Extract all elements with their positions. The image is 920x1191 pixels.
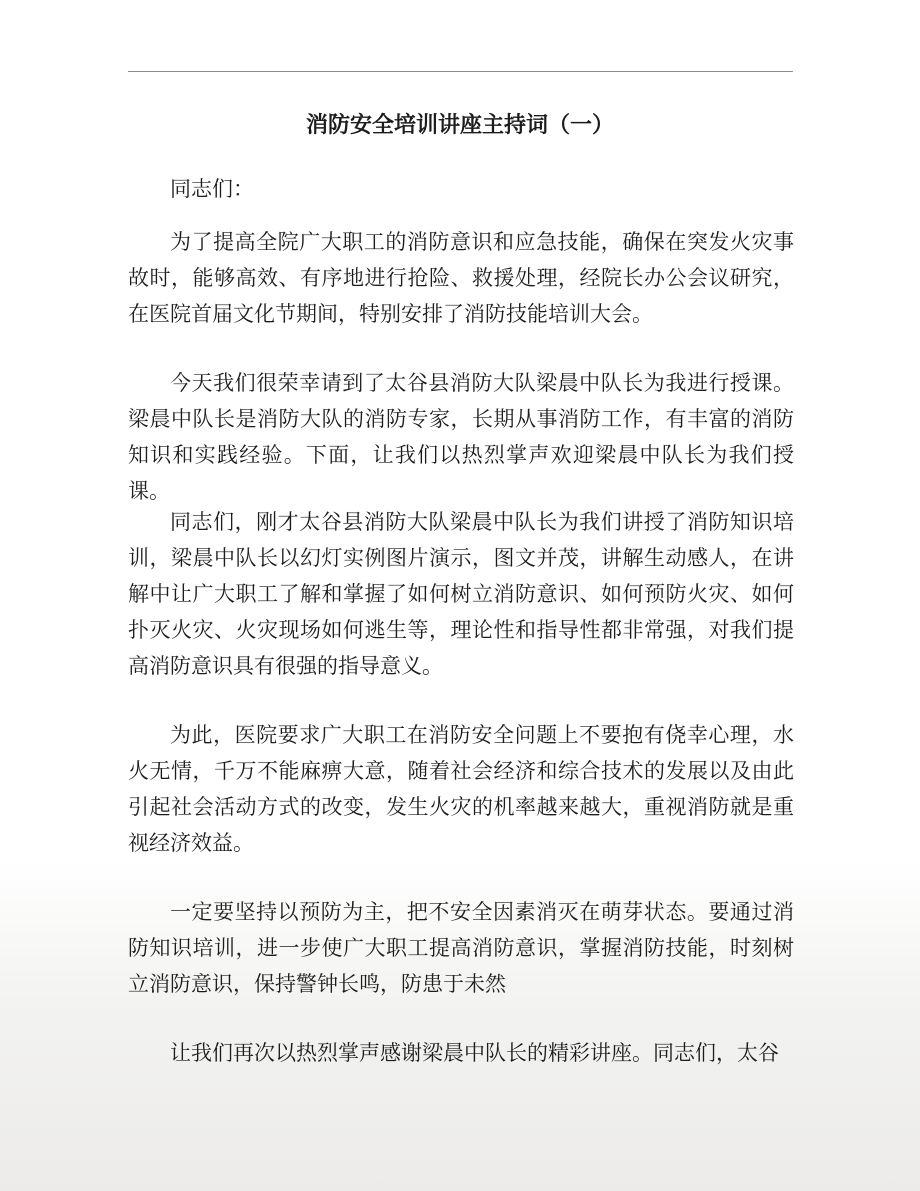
document-title: 消防安全培训讲座主持词（一） (305, 113, 614, 138)
body-paragraph: 为此，医院要求广大职工在消防安全问题上不要抱有侥幸心理，水火无情，千万不能麻痹大意，随着社会经济和综合技术的发展以及由此引起社会活动方式的改变，发生火灾的机率越来越大，重视消防就是重视经济效益。 (128, 723, 794, 855)
header-rule (128, 71, 793, 72)
body-paragraph: 今天我们很荣幸请到了太谷县消防大队梁晨中队长为我进行授课。梁晨中队长是消防大队的消防专家，长期从事消防工作，有丰富的消防知识和实践经验。下面，让我们以热烈掌声欢迎梁晨中队长为我们授课。 (128, 371, 794, 503)
body-paragraph: 一定要坚持以预防为主，把不安全因素消灭在萌芽状态。要通过消防知识培训，进一步使广大职工提高消防意识，掌握消防技能，时刻树立消防意识，保持警钟长鸣，防患于未然 (128, 900, 794, 996)
body-paragraph: 为了提高全院广大职工的消防意识和应急技能，确保在突发火灾事故时，能够高效、有序地进行抢险、救援处理，经院长办公会议研究，在医院首届文化节期间，特别安排了消防技能培训大会。 (128, 230, 794, 326)
salutation-paragraph: 同志们： (170, 177, 254, 201)
body-paragraph: 让我们再次以热烈掌声感谢梁晨中队长的精彩讲座。同志们，太谷 (170, 1041, 779, 1065)
body-paragraph: 同志们，刚才太谷县消防大队梁晨中队长为我们讲授了消防知识培训，梁晨中队长以幻灯实例图片演示，图文并茂，讲解生动感人，在讲解中让广大职工了解和掌握了如何树立消防意识、如何预防火灾、如何扑灭火灾、火灾现场如何逃生等，理论性和指导性都非常强，对我们提高消防意识具有很强的指导意义。 (128, 510, 794, 678)
